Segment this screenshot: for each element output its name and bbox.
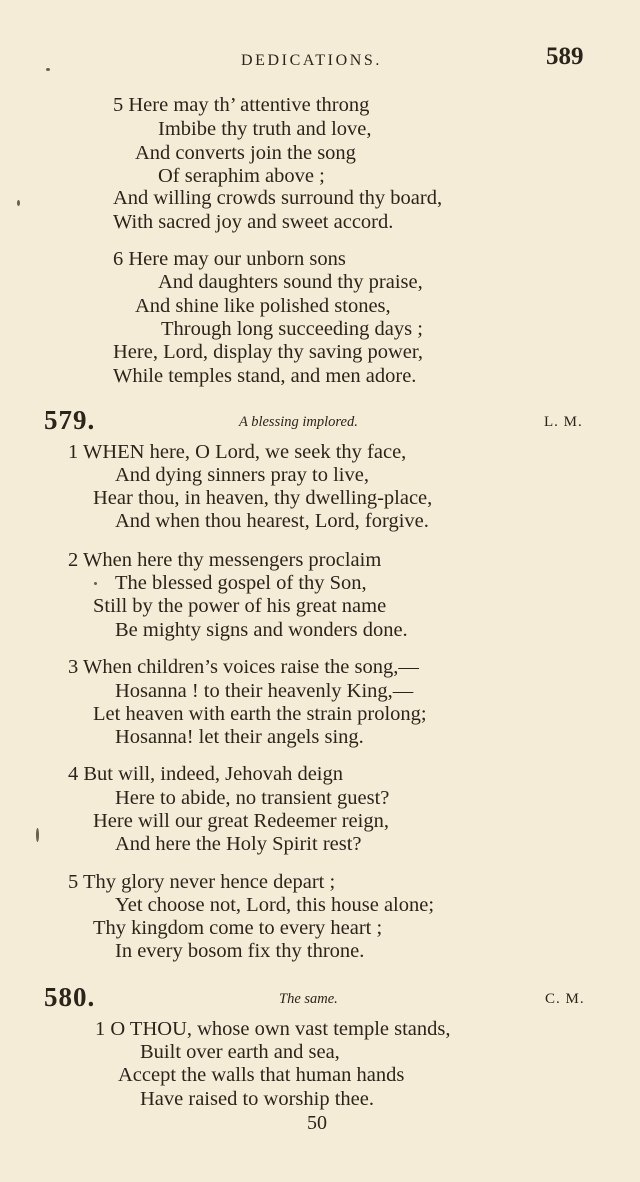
verse-line: The blessed gospel of thy Son, — [115, 572, 367, 594]
verse-line: Hear thou, in heaven, thy dwelling-place, — [93, 487, 433, 509]
paper-speck — [46, 68, 50, 71]
verse-line: 2 When here thy messengers proclaim — [68, 549, 382, 571]
verse-line: In every bosom fix thy throne. — [115, 940, 365, 962]
verse-line: Built over earth and sea, — [140, 1041, 340, 1063]
hymn-number: 580. — [44, 982, 96, 1012]
verse-line: While temples stand, and men adore. — [113, 365, 417, 387]
verse-line: 5 Here may th’ attentive throng — [113, 94, 370, 116]
hymn-title: A blessing implored. — [239, 414, 358, 430]
verse-line: And here the Holy Spirit rest? — [115, 833, 362, 855]
verse-line: With sacred joy and sweet accord. — [113, 211, 394, 233]
verse-line: Have raised to worship thee. — [140, 1088, 374, 1110]
verse-line: Of seraphim above ; — [158, 165, 325, 187]
verse-line: Hosanna! let their angels sing. — [115, 726, 364, 748]
verse-line: Here will our great Redeemer reign, — [93, 810, 389, 832]
verse-line: And converts join the song — [135, 142, 356, 164]
page-number: 589 — [546, 43, 584, 70]
verse-line: 1 O THOU, whose own vast temple stands, — [95, 1018, 451, 1040]
verse-line: And shine like polished stones, — [135, 295, 391, 317]
hymn-title: The same. — [279, 991, 338, 1007]
verse-line: 3 When children’s voices raise the song,— — [68, 656, 419, 678]
verse-line: And when thou hearest, Lord, forgive. — [115, 510, 429, 532]
verse-line: 1 WHEN here, O Lord, we seek thy face, — [68, 441, 407, 463]
verse-line: Be mighty signs and wonders done. — [115, 619, 408, 641]
verse-line: And daughters sound thy praise, — [158, 271, 423, 293]
hymn-meter: L. M. — [544, 414, 583, 430]
paper-speck — [17, 200, 20, 206]
paper-speck — [36, 828, 39, 842]
verse-line: Through long succeeding days ; — [161, 318, 423, 340]
running-head: DEDICATIONS. — [241, 52, 382, 69]
verse-line: Yet choose not, Lord, this house alone; — [115, 894, 435, 916]
hymn-number: 579. — [44, 405, 96, 435]
verse-line: Still by the power of his great name — [93, 595, 387, 617]
verse-line: Here, Lord, display thy saving power, — [113, 341, 424, 363]
signature-mark: 50 — [307, 1112, 327, 1134]
paper-speck — [94, 582, 97, 585]
verse-line: Imbibe thy truth and love, — [158, 118, 372, 140]
verse-line: 4 But will, indeed, Jehovah deign — [68, 763, 343, 785]
hymn-meter: C. M. — [545, 991, 585, 1007]
verse-line: 5 Thy glory never hence depart ; — [68, 871, 336, 893]
verse-line: Thy kingdom come to every heart ; — [93, 917, 383, 939]
verse-line: Hosanna ! to their heavenly King,— — [115, 680, 414, 702]
verse-line: Here to abide, no transient guest? — [115, 787, 390, 809]
verse-line: And dying sinners pray to live, — [115, 464, 369, 486]
verse-line: And willing crowds surround thy board, — [113, 187, 443, 209]
verse-line: Let heaven with earth the strain prolong; — [93, 703, 427, 725]
verse-line: Accept the walls that human hands — [118, 1064, 405, 1086]
verse-line: 6 Here may our unborn sons — [113, 248, 346, 270]
